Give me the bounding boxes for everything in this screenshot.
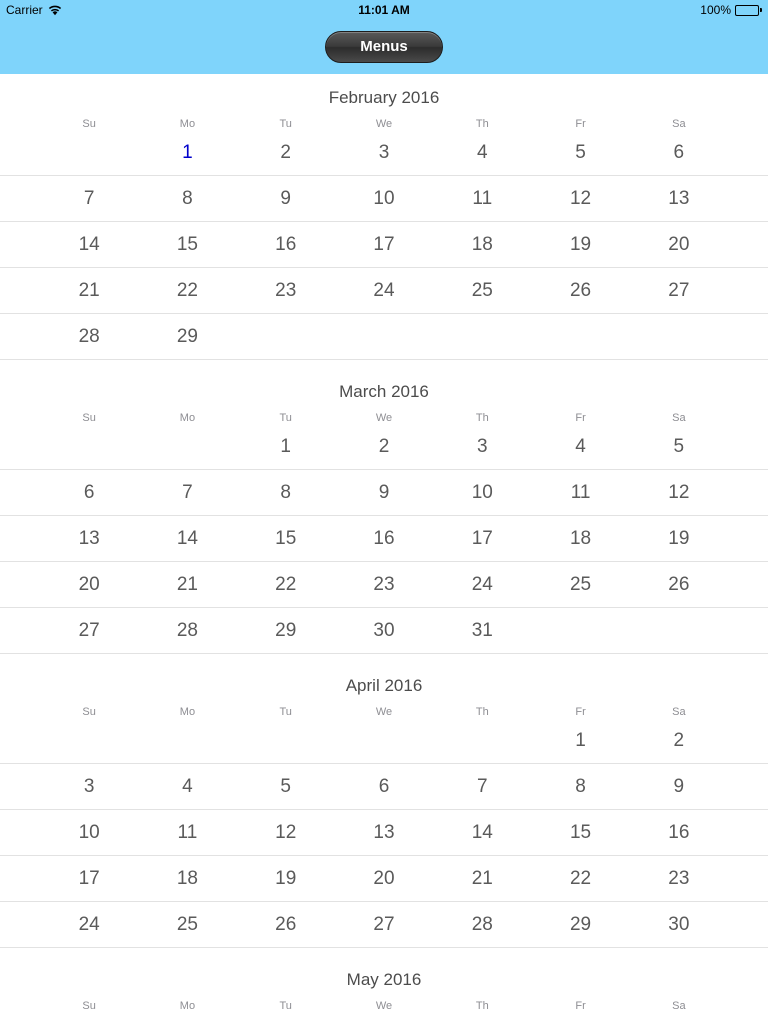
day-cell[interactable]: 14 — [78, 233, 100, 255]
day-cell[interactable]: 8 — [575, 775, 586, 797]
nav-bar — [0, 20, 768, 74]
day-cell[interactable]: 29 — [176, 325, 198, 347]
weekday-label: Th — [475, 706, 489, 718]
weekday-label: Fr — [575, 118, 586, 130]
day-cell[interactable]: 11 — [177, 821, 198, 843]
day-cell[interactable]: 2 — [378, 435, 390, 457]
weekday-header-row — [0, 706, 768, 718]
day-cell[interactable]: 27 — [668, 279, 690, 301]
day-cell[interactable]: 7 — [182, 481, 193, 503]
day-cell[interactable]: 1 — [182, 141, 193, 163]
day-cell[interactable]: 20 — [78, 573, 100, 595]
day-cell[interactable]: 18 — [569, 527, 592, 549]
week-row — [0, 268, 768, 314]
day-cell[interactable]: 4 — [575, 435, 586, 457]
day-cell[interactable]: 5 — [673, 435, 685, 457]
day-cell[interactable]: 26 — [569, 279, 592, 301]
day-cell[interactable]: 28 — [78, 325, 100, 347]
month-block — [0, 956, 768, 1020]
month-title: April 2016 — [345, 676, 423, 695]
weekday-label: Tu — [279, 706, 292, 718]
day-cell[interactable]: 23 — [373, 573, 395, 595]
calendar-scroll-view[interactable] — [0, 74, 768, 1024]
day-cell[interactable]: 2 — [280, 141, 291, 163]
day-cell[interactable]: 28 — [176, 619, 198, 641]
week-row — [0, 130, 768, 176]
weekday-label: Su — [82, 412, 96, 424]
day-cell[interactable]: 6 — [83, 481, 95, 503]
day-cell[interactable]: 19 — [668, 527, 690, 549]
weekday-label: We — [375, 1000, 393, 1012]
day-cell[interactable]: 12 — [668, 481, 690, 503]
week-row — [0, 176, 768, 222]
day-cell[interactable]: 19 — [275, 867, 297, 889]
day-cell[interactable]: 22 — [176, 279, 198, 301]
weekday-label: We — [375, 706, 393, 718]
day-cell[interactable]: 17 — [471, 527, 493, 549]
weekday-label: Su — [82, 1000, 96, 1012]
day-cell[interactable]: 11 — [472, 187, 493, 209]
week-row — [0, 718, 768, 764]
weekday-label: Tu — [279, 412, 292, 424]
day-cell[interactable]: 15 — [176, 233, 198, 255]
weekday-label: Fr — [575, 412, 586, 424]
day-cell[interactable]: 3 — [83, 775, 95, 797]
day-cell[interactable]: 17 — [78, 867, 100, 889]
day-cell[interactable]: 18 — [471, 233, 493, 255]
menus-button[interactable]: Menus — [325, 31, 443, 63]
wifi-icon — [48, 5, 62, 16]
weekday-label: Fr — [575, 1000, 586, 1012]
day-cell[interactable]: 23 — [668, 867, 690, 889]
weekday-header-row — [0, 1000, 768, 1012]
day-cell[interactable]: 10 — [373, 187, 395, 209]
day-cell[interactable]: 31 — [471, 619, 493, 641]
battery-full-icon — [735, 5, 762, 16]
day-cell[interactable]: 6 — [378, 775, 390, 797]
weekday-label: Th — [475, 118, 489, 130]
day-cell[interactable]: 15 — [569, 821, 592, 843]
month-title: March 2016 — [339, 382, 429, 401]
day-cell[interactable]: 12 — [275, 821, 297, 843]
weekday-header-row — [0, 118, 768, 130]
week-row — [0, 470, 768, 516]
carrier-label: Carrier — [6, 3, 43, 17]
day-cell[interactable]: 20 — [373, 867, 395, 889]
day-cell[interactable]: 3 — [476, 435, 488, 457]
day-cell[interactable]: 17 — [373, 233, 395, 255]
week-row — [0, 314, 768, 360]
day-cell[interactable]: 5 — [280, 775, 291, 797]
day-cell[interactable]: 14 — [471, 821, 493, 843]
status-bar-time: 11:01 AM — [358, 3, 410, 17]
day-cell[interactable]: 3 — [378, 141, 390, 163]
day-cell[interactable]: 1 — [280, 435, 291, 457]
weekday-label: Mo — [179, 1000, 196, 1012]
week-row — [0, 856, 768, 902]
weekday-label: Sa — [672, 1000, 686, 1012]
weekday-label: Tu — [279, 1000, 292, 1012]
day-cell[interactable]: 16 — [668, 821, 690, 843]
day-cell[interactable]: 1 — [575, 729, 586, 751]
day-cell[interactable]: 23 — [275, 279, 297, 301]
day-cell[interactable]: 21 — [176, 573, 198, 595]
day-cell[interactable]: 14 — [176, 527, 198, 549]
weekday-label: Th — [475, 1000, 489, 1012]
week-row — [0, 810, 768, 856]
weekday-label: Mo — [179, 118, 196, 130]
weekday-header-row — [0, 412, 768, 424]
week-row — [0, 764, 768, 810]
month-block — [0, 368, 768, 662]
week-row — [0, 222, 768, 268]
day-cell[interactable]: 2 — [673, 729, 685, 751]
day-cell[interactable]: 16 — [373, 527, 395, 549]
week-row — [0, 562, 768, 608]
day-cell[interactable]: 18 — [176, 867, 198, 889]
day-cell[interactable]: 9 — [378, 481, 390, 503]
month-block — [0, 74, 768, 368]
day-cell[interactable]: 10 — [78, 821, 100, 843]
weekday-label: Su — [82, 706, 96, 718]
week-row — [0, 516, 768, 562]
day-cell[interactable]: 20 — [668, 233, 690, 255]
day-cell[interactable]: 4 — [476, 141, 488, 163]
week-row — [0, 424, 768, 470]
months-container — [0, 74, 768, 1020]
day-cell[interactable]: 24 — [471, 573, 493, 595]
weekday-label: Sa — [672, 412, 686, 424]
weekday-label: Mo — [179, 706, 196, 718]
month-block — [0, 662, 768, 956]
battery-percent-label: 100% — [700, 3, 731, 17]
day-cell[interactable]: 24 — [373, 279, 395, 301]
day-cell[interactable]: 21 — [78, 279, 100, 301]
day-cell[interactable]: 6 — [673, 141, 685, 163]
day-cell[interactable]: 25 — [569, 573, 592, 595]
day-cell[interactable]: 24 — [78, 913, 100, 935]
weekday-label: We — [375, 118, 393, 130]
day-cell[interactable]: 8 — [182, 187, 193, 209]
day-cell[interactable]: 27 — [78, 619, 100, 641]
status-bar-left — [6, 3, 206, 17]
day-cell[interactable]: 30 — [373, 619, 395, 641]
status-bar-right — [562, 3, 762, 17]
weekday-label: Th — [475, 412, 489, 424]
day-cell[interactable]: 28 — [471, 913, 493, 935]
day-cell[interactable]: 19 — [569, 233, 592, 255]
day-cell[interactable]: 5 — [575, 141, 586, 163]
day-cell[interactable]: 22 — [275, 573, 297, 595]
week-row — [0, 902, 768, 948]
day-cell[interactable]: 16 — [275, 233, 297, 255]
day-cell[interactable]: 4 — [182, 775, 193, 797]
weekday-label: Su — [82, 118, 96, 130]
day-cell[interactable]: 21 — [471, 867, 493, 889]
weekday-label: We — [375, 412, 393, 424]
day-cell[interactable]: 8 — [280, 481, 291, 503]
month-title: May 2016 — [346, 970, 422, 989]
weekday-label: Mo — [179, 412, 196, 424]
day-cell[interactable]: 29 — [275, 619, 297, 641]
day-cell[interactable]: 12 — [569, 187, 592, 209]
day-cell[interactable]: 15 — [275, 527, 297, 549]
day-cell[interactable]: 7 — [83, 187, 95, 209]
day-cell[interactable]: 13 — [668, 187, 690, 209]
weekday-label: Sa — [672, 118, 686, 130]
day-cell[interactable]: 13 — [78, 527, 100, 549]
week-row — [0, 608, 768, 654]
day-cell[interactable]: 26 — [275, 913, 297, 935]
day-cell[interactable]: 22 — [569, 867, 592, 889]
weekday-label: Tu — [279, 118, 292, 130]
day-cell[interactable]: 25 — [471, 279, 493, 301]
day-cell[interactable]: 9 — [673, 775, 685, 797]
day-cell[interactable]: 7 — [476, 775, 488, 797]
weekday-label: Fr — [575, 706, 586, 718]
day-cell[interactable]: 11 — [570, 481, 591, 503]
day-cell[interactable]: 30 — [668, 913, 690, 935]
day-cell[interactable]: 29 — [569, 913, 592, 935]
day-cell[interactable]: 25 — [176, 913, 198, 935]
weekday-label: Sa — [672, 706, 686, 718]
day-cell[interactable]: 10 — [471, 481, 493, 503]
day-cell[interactable]: 27 — [373, 913, 395, 935]
month-title: February 2016 — [328, 88, 440, 107]
status-bar — [0, 0, 768, 20]
day-cell[interactable]: 13 — [373, 821, 395, 843]
day-cell[interactable]: 26 — [668, 573, 690, 595]
day-cell[interactable]: 9 — [280, 187, 291, 209]
